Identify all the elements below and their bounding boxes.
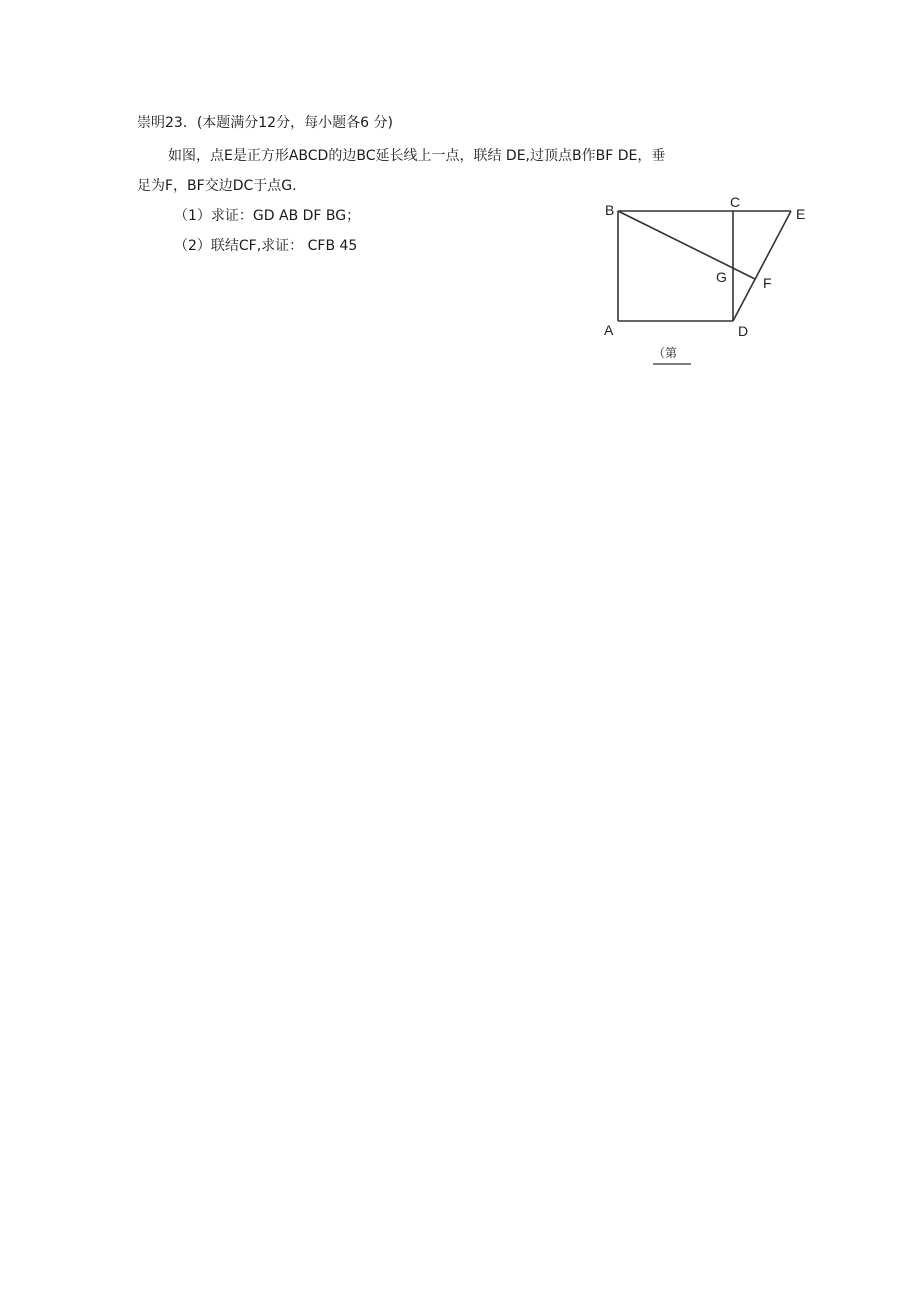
label-B: B	[605, 202, 615, 218]
geometry-figure-svg	[590, 195, 820, 367]
segment-DE	[733, 211, 791, 321]
label-F: F	[763, 275, 772, 291]
question-1: （1）求证：GD AB DF BG；	[174, 208, 361, 224]
problem-statement-line-1: 如图，点E是正方形ABCD的边BC延长线上一点，联结 DE,过顶点B作BF DE，垂	[168, 148, 666, 164]
label-G: G	[716, 269, 727, 285]
segment-BF	[618, 211, 755, 279]
question-2: （2）联结CF,求证： CFB 45	[174, 238, 358, 254]
problem-statement-line-2: 足为F，BF交边DC于点G.	[137, 178, 297, 194]
label-D: D	[738, 323, 749, 339]
geometry-figure	[590, 195, 820, 367]
label-E: E	[796, 206, 806, 222]
label-A: A	[604, 322, 614, 338]
figure-caption: （第	[653, 346, 678, 360]
problem-heading: 崇明23．(本题满分12分，每小题各6 分)	[137, 115, 393, 131]
label-C: C	[730, 195, 741, 210]
